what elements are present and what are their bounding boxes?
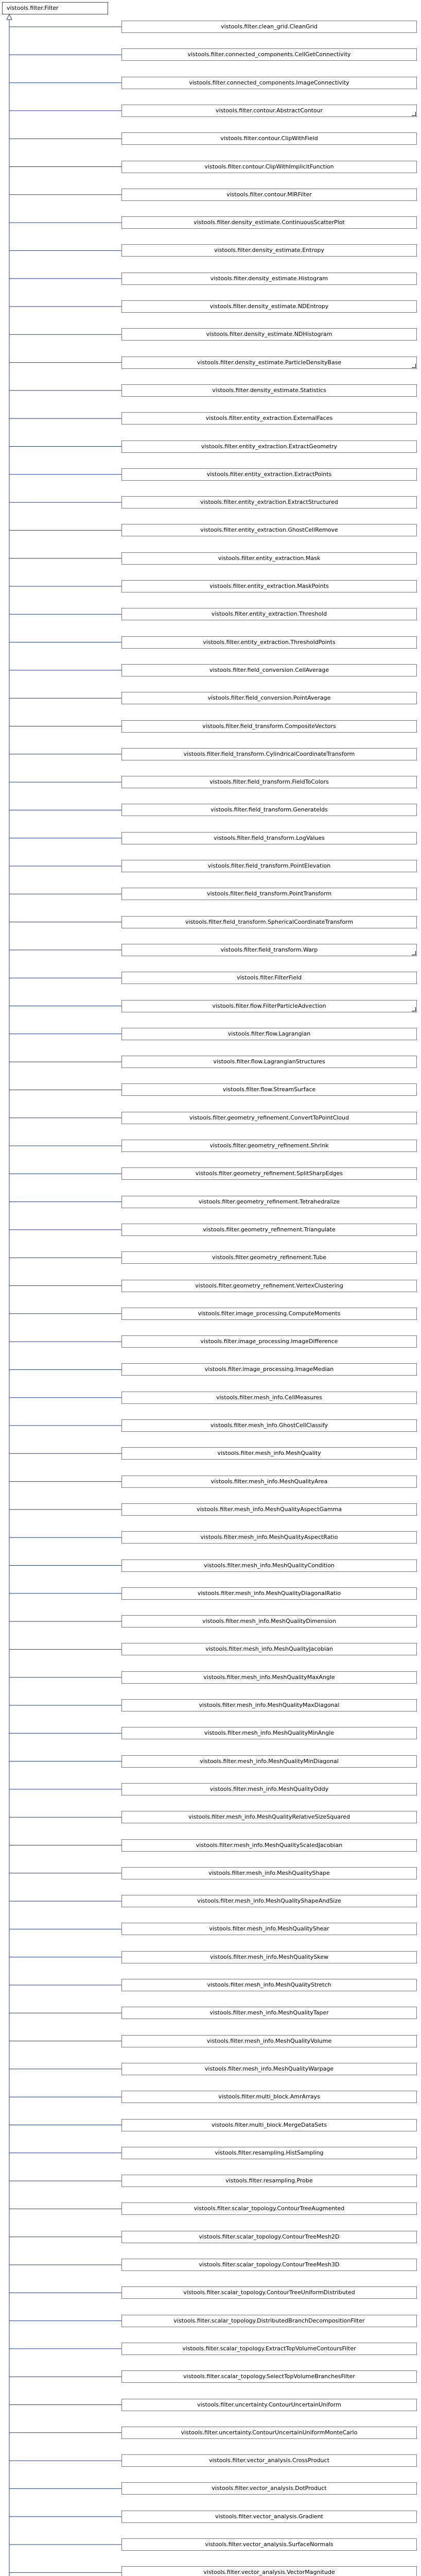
subclass-node[interactable]: vistools.filter.scalar_topology.ExtractTopVolumeContoursFilter bbox=[121, 2343, 417, 2355]
subclass-node[interactable]: vistools.filter.multi_block.MergeDataSets bbox=[121, 2119, 417, 2131]
subclass-node[interactable]: vistools.filter.scalar_topology.ContourTreeMesh2D bbox=[121, 2231, 417, 2243]
subclass-node[interactable]: vistools.filter.mesh_info.MeshQualityDimension bbox=[121, 1615, 417, 1628]
subclass-node[interactable]: vistools.filter.field_transform.GenerateIds bbox=[121, 804, 417, 816]
subclass-node[interactable]: vistools.filter.flow.Lagrangian bbox=[121, 1028, 417, 1040]
subclass-node[interactable]: vistools.filter.contour.ClipWithField bbox=[121, 132, 417, 145]
subclass-node[interactable]: vistools.filter.mesh_info.MeshQualityScaledJacobian bbox=[121, 1839, 417, 1852]
subclass-node[interactable]: vistools.filter.mesh_info.MeshQualityMaxAngle bbox=[121, 1671, 417, 1684]
subclass-node[interactable]: vistools.filter.density_estimate.Entropy bbox=[121, 244, 417, 257]
subclass-node[interactable]: vistools.filter.density_estimate.Histogram bbox=[121, 273, 417, 285]
subclass-node[interactable]: vistools.filter.entity_extraction.ThresholdPoints bbox=[121, 636, 417, 649]
subclass-node[interactable]: vistools.filter.mesh_info.MeshQualityDiagonalRatio bbox=[121, 1587, 417, 1600]
collapsed-subclasses-marker bbox=[412, 364, 416, 368]
subclass-node[interactable]: vistools.filter.field_transform.LogValues bbox=[121, 832, 417, 844]
subclass-node[interactable]: vistools.filter.vector_analysis.VectorMagnitude bbox=[121, 2566, 417, 2576]
subclass-node[interactable]: vistools.filter.vector_analysis.Gradient bbox=[121, 2511, 417, 2523]
collapsed-subclasses-marker bbox=[412, 1007, 416, 1011]
subclass-node[interactable]: vistools.filter.field_transform.CompositeVectors bbox=[121, 720, 417, 733]
subclass-node[interactable]: vistools.filter.field_transform.PointElevation bbox=[121, 860, 417, 872]
subclass-node[interactable]: vistools.filter.density_estimate.NDHistogram bbox=[121, 328, 417, 341]
subclass-node[interactable]: vistools.filter.mesh_info.MeshQualityRelativeSizeSquared bbox=[121, 1811, 417, 1823]
subclass-node[interactable]: vistools.filter.density_estimate.ParticleDensityBase bbox=[121, 357, 417, 369]
subclass-node[interactable]: vistools.filter.FilterField bbox=[121, 972, 417, 984]
subclass-node[interactable]: vistools.filter.flow.StreamSurface bbox=[121, 1083, 417, 1096]
subclass-node[interactable]: vistools.filter.mesh_info.MeshQualityStretch bbox=[121, 1979, 417, 1991]
subclass-node[interactable]: vistools.filter.field_conversion.CellAverage bbox=[121, 664, 417, 676]
subclass-node[interactable]: vistools.filter.connected_components.ImageConnectivity bbox=[121, 77, 417, 89]
subclass-node[interactable]: vistools.filter.mesh_info.MeshQualityWarpage bbox=[121, 2063, 417, 2075]
subclass-node[interactable]: vistools.filter.mesh_info.MeshQualityArea bbox=[121, 1476, 417, 1488]
subclass-node[interactable]: vistools.filter.vector_analysis.CrossProduct bbox=[121, 2454, 417, 2467]
subclass-node[interactable]: vistools.filter.mesh_info.MeshQualityOddy bbox=[121, 1783, 417, 1795]
subclass-node[interactable]: vistools.filter.entity_extraction.ExtractGeometry bbox=[121, 440, 417, 453]
subclass-node[interactable]: vistools.filter.density_estimate.NDEntropy bbox=[121, 300, 417, 313]
subclass-node[interactable]: vistools.filter.field_conversion.PointAverage bbox=[121, 692, 417, 704]
subclass-node[interactable]: vistools.filter.entity_extraction.ExternalFaces bbox=[121, 412, 417, 425]
subclass-node[interactable]: vistools.filter.field_transform.FieldToColors bbox=[121, 776, 417, 788]
subclass-node[interactable]: vistools.filter.entity_extraction.ExtractStructured bbox=[121, 496, 417, 509]
subclass-node[interactable]: vistools.filter.multi_block.AmrArrays bbox=[121, 2091, 417, 2103]
subclass-node[interactable]: vistools.filter.mesh_info.MeshQualityAspectGamma bbox=[121, 1503, 417, 1516]
subclass-node[interactable]: vistools.filter.image_processing.ComputeMoments bbox=[121, 1308, 417, 1320]
subclass-node[interactable]: vistools.filter.vector_analysis.SurfaceNormals bbox=[121, 2538, 417, 2551]
subclass-node[interactable]: vistools.filter.entity_extraction.GhostCellRemove bbox=[121, 524, 417, 536]
subclass-node[interactable]: vistools.filter.flow.LagrangianStructures bbox=[121, 1056, 417, 1068]
collapsed-subclasses-marker bbox=[412, 112, 416, 116]
inheritance-arrowhead bbox=[7, 14, 12, 20]
subclass-node[interactable]: vistools.filter.mesh_info.MeshQualityTaper bbox=[121, 2007, 417, 2019]
subclass-node[interactable]: vistools.filter.flow.FilterParticleAdvection bbox=[121, 1000, 417, 1012]
subclass-node[interactable]: vistools.filter.mesh_info.MeshQualityAspectRatio bbox=[121, 1531, 417, 1544]
subclass-node[interactable]: vistools.filter.mesh_info.MeshQualityJacobian bbox=[121, 1643, 417, 1655]
subclass-node[interactable]: vistools.filter.geometry_refinement.Tube bbox=[121, 1251, 417, 1264]
subclass-node[interactable]: vistools.filter.density_estimate.ContinuousScatterPlot bbox=[121, 216, 417, 229]
collapsed-subclasses-marker bbox=[412, 951, 416, 955]
subclass-node[interactable]: vistools.filter.field_transform.Warp bbox=[121, 944, 417, 956]
subclass-node[interactable]: vistools.filter.mesh_info.MeshQualityVolume bbox=[121, 2035, 417, 2047]
subclass-node[interactable]: vistools.filter.mesh_info.MeshQualityMaxDiagonal bbox=[121, 1699, 417, 1711]
root-class-node[interactable]: vistools.filter.Filter bbox=[2, 2, 108, 14]
subclass-node[interactable]: vistools.filter.scalar_topology.SelectTopVolumeBranchesFilter bbox=[121, 2370, 417, 2383]
subclass-node[interactable]: vistools.filter.mesh_info.MeshQualityMinAngle bbox=[121, 1727, 417, 1739]
subclass-node[interactable]: vistools.filter.field_transform.PointTransform bbox=[121, 888, 417, 900]
subclass-node[interactable]: vistools.filter.contour.ClipWithImplicitFunction bbox=[121, 161, 417, 173]
subclass-node[interactable]: vistools.filter.resampling.HistSampling bbox=[121, 2147, 417, 2159]
subclass-node[interactable]: vistools.filter.image_processing.ImageMedian bbox=[121, 1363, 417, 1376]
subclass-node[interactable]: vistools.filter.mesh_info.MeshQualityMinDiagonal bbox=[121, 1755, 417, 1768]
subclass-node[interactable]: vistools.filter.image_processing.ImageDifference bbox=[121, 1335, 417, 1348]
subclass-node[interactable]: vistools.filter.field_transform.SphericalCoordinateTransform bbox=[121, 916, 417, 928]
subclass-node[interactable]: vistools.filter.geometry_refinement.ConvertToPointCloud bbox=[121, 1112, 417, 1124]
subclass-node[interactable]: vistools.filter.geometry_refinement.SplitSharpEdges bbox=[121, 1167, 417, 1180]
subclass-node[interactable]: vistools.filter.entity_extraction.Threshold bbox=[121, 608, 417, 620]
subclass-node[interactable]: vistools.filter.uncertainty.ContourUncertainUniform bbox=[121, 2399, 417, 2411]
subclass-node[interactable]: vistools.filter.geometry_refinement.Tetrahedralize bbox=[121, 1196, 417, 1208]
subclass-node[interactable]: vistools.filter.mesh_info.CellMeasures bbox=[121, 1392, 417, 1404]
subclass-node[interactable]: vistools.filter.geometry_refinement.VertexClustering bbox=[121, 1280, 417, 1292]
subclass-node[interactable]: vistools.filter.entity_extraction.ExtractPoints bbox=[121, 468, 417, 481]
subclass-node[interactable]: vistools.filter.vector_analysis.DotProduct bbox=[121, 2482, 417, 2495]
subclass-node[interactable]: vistools.filter.mesh_info.MeshQualityShear bbox=[121, 1923, 417, 1935]
subclass-node[interactable]: vistools.filter.entity_extraction.Mask bbox=[121, 552, 417, 565]
subclass-node[interactable]: vistools.filter.contour.AbstractContour bbox=[121, 105, 417, 117]
subclass-node[interactable]: vistools.filter.geometry_refinement.Shrink bbox=[121, 1140, 417, 1152]
subclass-node[interactable]: vistools.filter.connected_components.CellGetConnectivity bbox=[121, 48, 417, 61]
subclass-node[interactable]: vistools.filter.mesh_info.MeshQualityShape bbox=[121, 1867, 417, 1879]
subclass-node[interactable]: vistools.filter.mesh_info.GhostCellClassify bbox=[121, 1419, 417, 1432]
subclass-node[interactable]: vistools.filter.clean_grid.CleanGrid bbox=[121, 21, 417, 33]
subclass-node[interactable]: vistools.filter.mesh_info.MeshQuality bbox=[121, 1447, 417, 1460]
subclass-node[interactable]: vistools.filter.resampling.Probe bbox=[121, 2175, 417, 2187]
subclass-node[interactable]: vistools.filter.entity_extraction.MaskPoints bbox=[121, 580, 417, 592]
subclass-node[interactable]: vistools.filter.geometry_refinement.Triangulate bbox=[121, 1224, 417, 1236]
subclass-node[interactable]: vistools.filter.uncertainty.ContourUncertainUniformMonteCarlo bbox=[121, 2427, 417, 2439]
subclass-node[interactable]: vistools.filter.field_transform.CylindricalCoordinateTransform bbox=[121, 748, 417, 760]
subclass-node[interactable]: vistools.filter.mesh_info.MeshQualityCondition bbox=[121, 1560, 417, 1572]
subclass-node[interactable]: vistools.filter.scalar_topology.ContourTreeAugmented bbox=[121, 2202, 417, 2215]
subclass-node[interactable]: vistools.filter.scalar_topology.ContourTreeMesh3D bbox=[121, 2259, 417, 2271]
subclass-node[interactable]: vistools.filter.scalar_topology.ContourTreeUniformDistributed bbox=[121, 2286, 417, 2299]
subclass-node[interactable]: vistools.filter.density_estimate.Statistics bbox=[121, 384, 417, 397]
subclass-node[interactable]: vistools.filter.mesh_info.MeshQualitySkew bbox=[121, 1951, 417, 1963]
subclass-node[interactable]: vistools.filter.mesh_info.MeshQualityShapeAndSize bbox=[121, 1895, 417, 1907]
subclass-node[interactable]: vistools.filter.scalar_topology.DistributedBranchDecompositionFilter bbox=[121, 2315, 417, 2327]
subclass-node[interactable]: vistools.filter.contour.MIRFilter bbox=[121, 189, 417, 201]
